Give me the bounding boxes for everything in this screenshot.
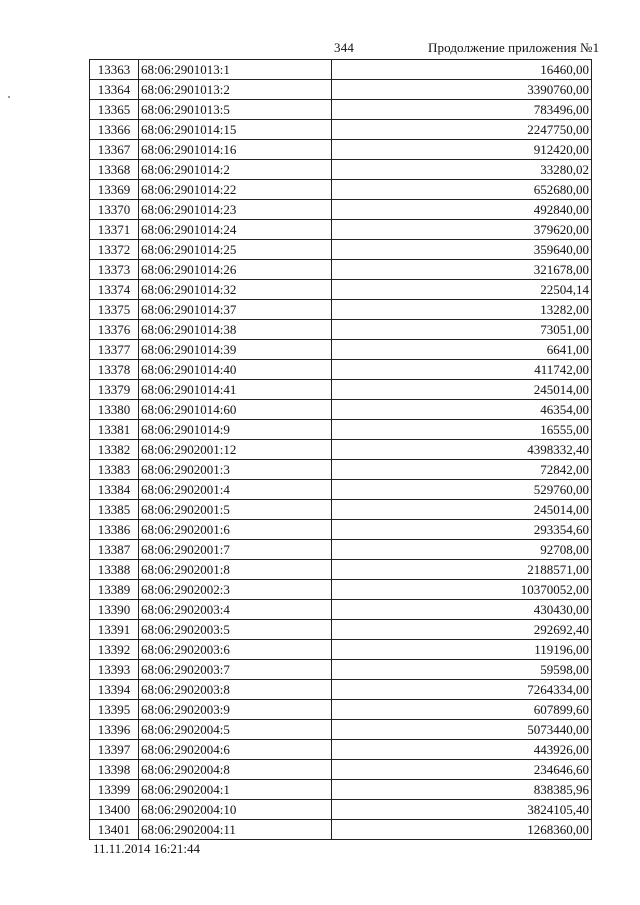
row-number-cell: 13394 [90,680,139,700]
table-row [90,740,592,760]
row-number-cell: 13395 [90,700,139,720]
cadastral-number-cell: 68:06:2901014:25 [139,240,332,260]
table-row [90,60,592,80]
row-number-cell: 13388 [90,560,139,580]
value-cell: 443926,00 [332,740,592,760]
value-cell: 245014,00 [332,500,592,520]
row-number-cell: 13383 [90,460,139,480]
row-number-cell: 13378 [90,360,139,380]
print-timestamp: 11.11.2014 16:21:44 [93,841,201,856]
table-row [90,360,592,380]
value-cell: 652680,00 [332,180,592,200]
cadastral-number-cell: 68:06:2902001:6 [139,520,332,540]
value-cell: 10370052,00 [332,580,592,600]
value-cell: 73051,00 [332,320,592,340]
cadastral-number-cell: 68:06:2902004:5 [139,720,332,740]
table-row [90,700,592,720]
table-row [90,240,592,260]
table-row [90,680,592,700]
row-number-cell: 13380 [90,400,139,420]
value-cell: 2247750,00 [332,120,592,140]
value-cell: 59598,00 [332,660,592,680]
row-number-cell: 13370 [90,200,139,220]
cadastral-number-cell: 68:06:2902004:11 [139,820,332,840]
value-cell: 3390760,00 [332,80,592,100]
table-row [90,500,592,520]
cadastral-number-cell: 68:06:2902004:1 [139,780,332,800]
row-number-cell: 13382 [90,440,139,460]
table-row [90,620,592,640]
cadastral-number-cell: 68:06:2902003:9 [139,700,332,720]
cadastral-number-cell: 68:06:2902003:4 [139,600,332,620]
table-row [90,520,592,540]
value-cell: 492840,00 [332,200,592,220]
page-number: 344 [334,40,355,55]
value-cell: 607899,60 [332,700,592,720]
table-row [90,420,592,440]
row-number-cell: 13400 [90,800,139,820]
value-cell: 7264334,00 [332,680,592,700]
row-number-cell: 13366 [90,120,139,140]
value-cell: 4398332,40 [332,440,592,460]
row-number-cell: 13387 [90,540,139,560]
row-number-cell: 13365 [90,100,139,120]
table-row [90,280,592,300]
value-cell: 2188571,00 [332,560,592,580]
row-number-cell: 13393 [90,660,139,680]
cadastral-number-cell: 68:06:2901014:16 [139,140,332,160]
margin-mark [8,96,10,98]
value-cell: 245014,00 [332,380,592,400]
value-cell: 292692,40 [332,620,592,640]
row-number-cell: 13381 [90,420,139,440]
table-row [90,720,592,740]
value-cell: 912420,00 [332,140,592,160]
row-number-cell: 13364 [90,80,139,100]
value-cell: 838385,96 [332,780,592,800]
table-row [90,440,592,460]
cadastral-number-cell: 68:06:2902003:8 [139,680,332,700]
cadastral-number-cell: 68:06:2902001:8 [139,560,332,580]
cadastral-number-cell: 68:06:2901014:37 [139,300,332,320]
value-cell: 379620,00 [332,220,592,240]
value-cell: 5073440,00 [332,720,592,740]
row-number-cell: 13386 [90,520,139,540]
cadastral-number-cell: 68:06:2901014:38 [139,320,332,340]
row-number-cell: 13376 [90,320,139,340]
row-number-cell: 13377 [90,340,139,360]
table-row [90,120,592,140]
cadastral-number-cell: 68:06:2901014:24 [139,220,332,240]
table-row [90,760,592,780]
value-cell: 16555,00 [332,420,592,440]
table-row [90,400,592,420]
cadastral-number-cell: 68:06:2901013:5 [139,100,332,120]
cadastral-value-table [89,59,592,840]
cadastral-number-cell: 68:06:2902002:3 [139,580,332,600]
table-row [90,220,592,240]
table-row [90,80,592,100]
cadastral-number-cell: 68:06:2901014:22 [139,180,332,200]
row-number-cell: 13384 [90,480,139,500]
value-cell: 411742,00 [332,360,592,380]
cadastral-number-cell: 68:06:2902003:6 [139,640,332,660]
cadastral-number-cell: 68:06:2901013:1 [139,60,332,80]
value-cell: 33280,02 [332,160,592,180]
value-cell: 1268360,00 [332,820,592,840]
cadastral-number-cell: 68:06:2901014:15 [139,120,332,140]
value-cell: 6641,00 [332,340,592,360]
value-cell: 430430,00 [332,600,592,620]
table-row [90,320,592,340]
value-cell: 72842,00 [332,460,592,480]
table-row [90,540,592,560]
table-row [90,340,592,360]
value-cell: 92708,00 [332,540,592,560]
value-cell: 529760,00 [332,480,592,500]
table-row [90,300,592,320]
table-row [90,580,592,600]
value-cell: 293354,60 [332,520,592,540]
continuation-title: Продолжение приложения №1 [428,40,600,55]
table-row [90,800,592,820]
value-cell: 16460,00 [332,60,592,80]
row-number-cell: 13367 [90,140,139,160]
cadastral-number-cell: 68:06:2902004:10 [139,800,332,820]
table-row [90,480,592,500]
cadastral-number-cell: 68:06:2902003:7 [139,660,332,680]
table-row [90,200,592,220]
cadastral-number-cell: 68:06:2902004:6 [139,740,332,760]
row-number-cell: 13379 [90,380,139,400]
row-number-cell: 13369 [90,180,139,200]
cadastral-number-cell: 68:06:2901014:60 [139,400,332,420]
cadastral-number-cell: 68:06:2901014:40 [139,360,332,380]
cadastral-number-cell: 68:06:2901014:26 [139,260,332,280]
cadastral-number-cell: 68:06:2902001:3 [139,460,332,480]
row-number-cell: 13374 [90,280,139,300]
row-number-cell: 13396 [90,720,139,740]
row-number-cell: 13371 [90,220,139,240]
table-row [90,820,592,840]
value-cell: 234646,60 [332,760,592,780]
cadastral-number-cell: 68:06:2901014:39 [139,340,332,360]
value-cell: 22504,14 [332,280,592,300]
table-body [90,60,592,840]
cadastral-number-cell: 68:06:2901014:2 [139,160,332,180]
row-number-cell: 13401 [90,820,139,840]
cadastral-number-cell: 68:06:2902004:8 [139,760,332,780]
row-number-cell: 13389 [90,580,139,600]
row-number-cell: 13392 [90,640,139,660]
value-cell: 359640,00 [332,240,592,260]
table-row [90,660,592,680]
row-number-cell: 13372 [90,240,139,260]
value-cell: 13282,00 [332,300,592,320]
row-number-cell: 13368 [90,160,139,180]
table-row [90,380,592,400]
value-cell: 321678,00 [332,260,592,280]
cadastral-number-cell: 68:06:2902001:12 [139,440,332,460]
cadastral-number-cell: 68:06:2901014:23 [139,200,332,220]
table-row [90,100,592,120]
cadastral-number-cell: 68:06:2901013:2 [139,80,332,100]
cadastral-number-cell: 68:06:2902001:5 [139,500,332,520]
table-row [90,600,592,620]
value-cell: 783496,00 [332,100,592,120]
cadastral-number-cell: 68:06:2901014:32 [139,280,332,300]
row-number-cell: 13398 [90,760,139,780]
row-number-cell: 13375 [90,300,139,320]
table-row [90,160,592,180]
cadastral-number-cell: 68:06:2902003:5 [139,620,332,640]
table-row [90,640,592,660]
value-cell: 119196,00 [332,640,592,660]
row-number-cell: 13399 [90,780,139,800]
table-row [90,260,592,280]
table-row [90,560,592,580]
row-number-cell: 13391 [90,620,139,640]
row-number-cell: 13385 [90,500,139,520]
table-row [90,780,592,800]
table-row [90,460,592,480]
row-number-cell: 13373 [90,260,139,280]
cadastral-number-cell: 68:06:2901014:9 [139,420,332,440]
row-number-cell: 13390 [90,600,139,620]
value-cell: 46354,00 [332,400,592,420]
cadastral-number-cell: 68:06:2902001:7 [139,540,332,560]
table-row [90,180,592,200]
table-row [90,140,592,160]
row-number-cell: 13397 [90,740,139,760]
cadastral-number-cell: 68:06:2901014:41 [139,380,332,400]
row-number-cell: 13363 [90,60,139,80]
cadastral-number-cell: 68:06:2902001:4 [139,480,332,500]
value-cell: 3824105,40 [332,800,592,820]
